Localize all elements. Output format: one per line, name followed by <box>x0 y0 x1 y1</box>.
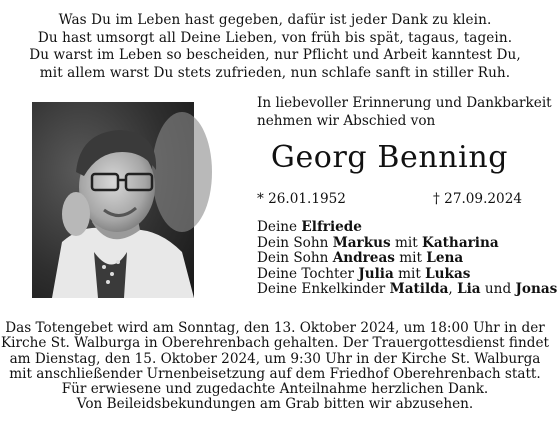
mourners-list <box>257 220 557 298</box>
notice-line: mit anschließender Urnenbeisetzung auf dem Friedhof Oberehrenbach statt. <box>9 365 541 382</box>
notice-line: Von Beileidsbekundungen am Grab bitten wir abzusehen. <box>76 396 474 413</box>
poem <box>0 12 550 82</box>
mourner-line: Dein Sohn Markus mit Katharina <box>257 234 499 251</box>
notice-line: Das Totengebet wird am Sonntag, den 13. Oktober 2024, um 18:00 Uhr in der <box>5 320 545 336</box>
mourner-line: Deine Elfriede <box>257 219 362 235</box>
poem-line: Was Du im Leben hast gegeben, dafür ist jeder Dank zu klein. <box>58 12 492 28</box>
poem-line: Du hast umsorgt all Deine Lieben, von früh bis spät, tagaus, tagein. <box>37 29 513 46</box>
portrait-photo <box>32 102 194 298</box>
portrait-image <box>32 102 194 298</box>
intro-line: nehmen wir Abschied von <box>257 112 436 129</box>
mourner-line: Deine Tochter Julia mit Lukas <box>257 265 471 282</box>
birth-date: * 26.01.1952 <box>257 191 346 207</box>
mourner-line: Deine Enkelkinder Matilda, Lia und Jonas <box>257 281 557 297</box>
funeral-notice <box>0 321 550 413</box>
death-date: † 27.09.2024 <box>433 191 522 207</box>
deceased-name: Georg Benning <box>270 140 509 175</box>
intro-text <box>257 95 552 130</box>
notice-line: Kirche St. Walburga in Oberehrenbach gehalten. Der Trauergottesdienst findet <box>1 335 549 352</box>
intro-line: In liebevoller Erinnerung und Dankbarkeit <box>257 95 552 111</box>
notice-line: Für erwiesene und zugedachte Anteilnahme herzlichen Dank. <box>61 381 489 398</box>
notice-line: am Dienstag, den 15. Oktober 2024, um 9:30 Uhr in der Kirche St. Walburga <box>9 350 541 367</box>
mourner-line: Dein Sohn Andreas mit Lena <box>257 250 464 266</box>
poem-line: Du warst im Leben so bescheiden, nur Pflicht und Arbeit kanntest Du, <box>29 47 521 63</box>
poem-line: mit allem warst Du stets zufrieden, nun schlafe sanft in stiller Ruh. <box>39 64 511 81</box>
